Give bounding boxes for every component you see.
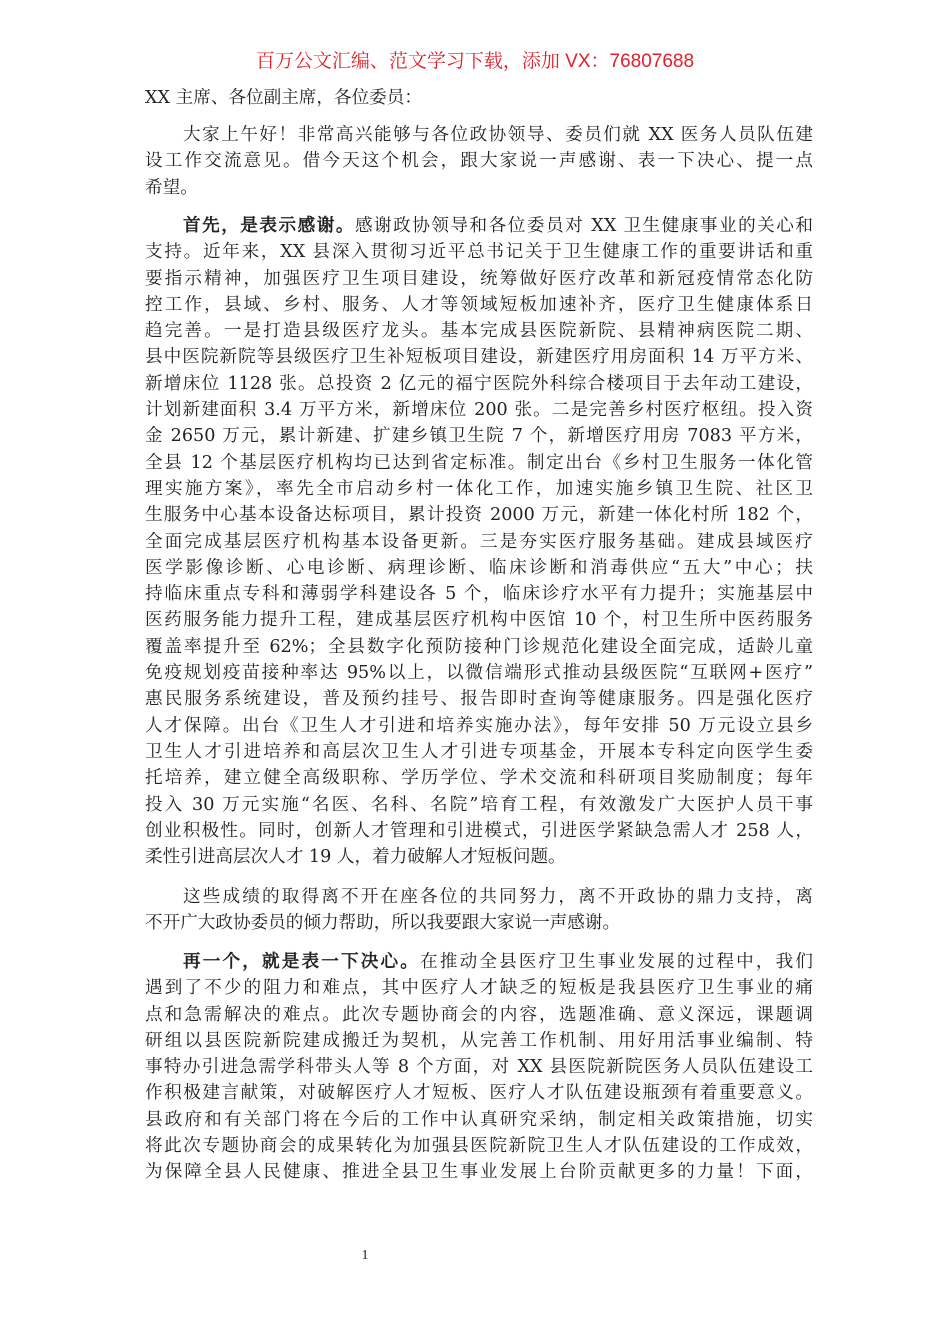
text-line: 医学影像诊断、心电诊断、病理诊断、临床诊断和消毒供应“五大”中心；扶 (145, 557, 813, 578)
text-line: 事特办引进急需学科带头人等 8 个方面，对 XX 县医院新院医务人员队伍建设工 (145, 1057, 813, 1078)
text-line: 计划新建面积 3.4 万平方米，新增床位 200 张。二是完善乡村医疗枢纽。投入资 (145, 400, 813, 421)
text-line: 全县 12 个基层医疗机构均已达到省定标准。制定出台《乡村卫生服务一体化管 (145, 452, 813, 473)
text-line: 遇到了不少的阻力和难点，其中医疗人才缺乏的短板是我县医疗卫生事业的痛 (145, 978, 813, 999)
text-span: 在推动全县医疗卫生事业发展的过程中，我们 (420, 952, 813, 972)
page-number: 1 (361, 1248, 369, 1263)
text-line: 医药服务能力提升工程，建成基层医疗机构中医馆 10 个，村卫生所中医药服务 (145, 610, 813, 631)
text-line (145, 213, 813, 239)
text-line: 设工作交流意见。借今天这个机会，跟大家说一声感谢、表一下决心、提一点 (145, 151, 813, 172)
text-line: 人才保障。出台《卫生人才引进和培养实施办法》，每年安排 50 万元设立县乡 (145, 715, 813, 736)
text-line: 惠民服务系统建设，普及预约挂号、报告即时查询等健康服务。四是强化医疗 (145, 689, 813, 710)
salutation (145, 85, 813, 111)
text-line: 托培养，建立健全高级职称、学历学位、学术交流和科研项目奖励制度；每年 (145, 768, 813, 789)
text-line: 大家上午好！非常高兴能够与各位政协领导、委员们就 XX 医务人员队伍建 (183, 125, 813, 145)
text-line: 希望。 (145, 177, 198, 198)
text-line: 县政府和有关部门将在今后的工作中认真研究采纳，制定相关政策措施，切实 (145, 1109, 813, 1130)
text-line: 控工作，县域、乡村、服务、人才等领域短板加速补齐，医疗卫生健康体系日 (145, 294, 813, 315)
text-line: 金 2650 万元，累计新建、扩建乡镇卫生院 7 个，新增医疗用房 7083 平方米， (145, 426, 813, 447)
text-line: 点和急需解决的难点。此次专题协商会的内容，选题准确、意义深远，课题调 (145, 1004, 813, 1025)
text-line: 新增床位 1128 张。总投资 2 亿元的福宁医院外科综合楼项目于去年动工建设， (145, 373, 813, 394)
text-line: 投入 30 万元实施“名医、名科、名院”培育工程，有效激发广大医护人员干事 (145, 794, 813, 815)
paragraph-gratitude (145, 884, 813, 937)
text-line: 趋完善。一是打造县级医疗龙头。基本完成县医院新院、县精神病医院二期、 (145, 321, 813, 342)
text-line: 柔性引进高层次人才 19 人，着力破解人才短板问题。 (145, 847, 566, 868)
text-line: 覆盖率提升至 62%；全县数字化预防接种门诊规范化建设全面完成，适龄儿童 (145, 636, 813, 657)
watermark-banner: 百万公文汇编、范文学习下载，添加 VX：76807688 (255, 51, 695, 72)
text-line: 要指示精神，加强医疗卫生项目建设，统筹做好医疗改革和新冠疫情常态化防 (145, 268, 813, 289)
text-line: 持临床重点专科和薄弱学科建设各 5 个，临床诊疗水平有力提升；实施基层中 (145, 584, 813, 605)
text-line: 免疫规划疫苗接种率达 95%以上，以微信端形式推动县级医院“互联网+医疗” (145, 663, 813, 684)
text-line: 全面完成基层医疗机构基本设备更新。三是夯实医疗服务基础。建成县域医疗 (145, 531, 813, 552)
text-line (145, 949, 813, 975)
paragraph-resolve (145, 949, 813, 1186)
paragraph-thanks (145, 213, 813, 870)
text-line: 作积极建言献策，对破解医疗人才短板、医疗人才队伍建设瓶颈有着重要意义。 (145, 1083, 813, 1104)
salutation-line: XX 主席、各位副主席，各位委员： (145, 88, 422, 108)
text-line: 县中医院新院等县级医疗卫生补短板项目建设，新建医疗用房面积 14 万平方米、 (145, 347, 813, 368)
paragraph-greeting (145, 122, 813, 201)
text-line: 支持。近年来，XX 县深入贯彻习近平总书记关于卫生健康工作的重要讲话和重 (145, 242, 813, 263)
text-line: 卫生人才引进培养和高层次卫生人才引进专项基金，开展本专科定向医学生委 (145, 741, 813, 762)
paragraph-lead: 首先，是表示感谢。 (183, 215, 355, 236)
text-line: 为保障全县人民健康、推进全县卫生事业发展上台阶贡献更多的力量！下面， (145, 1162, 813, 1183)
text-line: 生服务中心基本设备达标项目，累计投资 2000 万元，新建一体化村所 182 个， (145, 505, 813, 526)
text-line: 将此次专题协商会的成果转化为加强县医院新院卫生人才队伍建设的工作成效， (145, 1136, 813, 1157)
text-line: 研组以县医院新院建成搬迁为契机，从完善工作机制、用好用活事业编制、特 (145, 1030, 813, 1051)
paragraph-lead: 再一个，就是表一下决心。 (183, 951, 421, 972)
text-line: 创业积极性。同时，创新人才管理和引进模式，引进医学紧缺急需人才 258 人， (145, 820, 813, 841)
text-line: 不开广大政协委员的倾力帮助，所以我要跟大家说一声感谢。 (145, 913, 621, 934)
text-span: 感谢政协领导和各位委员对 XX 卫生健康事业的关心和 (354, 216, 813, 236)
text-line: 理实施方案》，率先全市启动乡村一体化工作，加速实施乡镇卫生院、社区卫 (145, 478, 813, 499)
text-line: 这些成绩的取得离不开在座各位的共同努力，离不开政协的鼎力支持，离 (183, 887, 813, 907)
